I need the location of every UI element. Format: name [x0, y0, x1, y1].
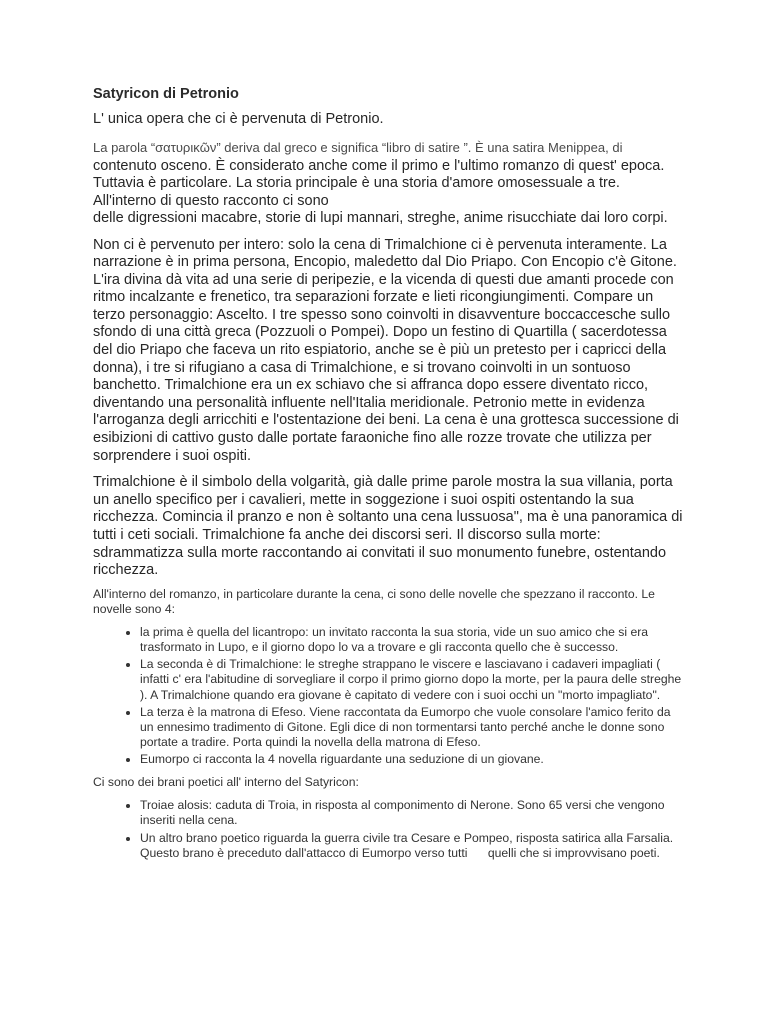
paragraph-origin-body: contenuto osceno. È considerato anche come il primo e l'ultimo romanzo di quest' epoca. Tuttavia è particolare. La storia principale è una storia d'amore omosessuale a tre. All'interno di questo racconto ci sono	[93, 157, 665, 209]
list-item: • La terza è la matrona di Efeso. Viene raccontata da Eumorpo che vuole consolare l'amico ferito da un ennesimo tradimento di Gitone. Egli dice di non tormentarsi tanto perché anche le donne sono portate a tradire. Porta quindi la novella della matrona di Efeso.	[140, 705, 683, 751]
paragraph-plot: Non ci è pervenuto per intero: solo la cena di Trimalchione ci è pervenuta interamente. La narrazione è in prima persona, Encopio, maledetto dal Dio Priapo. Con Encopio c'è Gitone. L'ira divina dà vita ad una serie di peripezie, e la vicenda di questi due amanti procede con ritmo incalzante e frenetico, tra separazioni forzate e lieti ricongiungimenti. Compare un terzo personaggio: Ascelto. I tre spesso sono coinvolti in disavventure boccaccesche sullo sfondo di una città greca (Pozzuoli o Pompei). Dopo un festino di Quartilla ( sacerdotessa del dio Priapo che faceva un rito espiatorio, anche se è più un pretesto per i capricci della donna), i tre si rifugiano a casa di Trimalchione, e si trovano coinvolti in un sontuoso banchetto. Trimalchione era un ex schiavo che si affranca dopo essere diventato ricco, diventando una personalità influente nell'Italia meridionale. Petronio mette in evidenza l'arroganza degli arricchiti e l'ostentazione dei beni. La cena è una grottesca successione di esibizioni di cattivo gusto dalle portate faraoniche fino alle rozze trovate che utilizza per sorprendere i suoi ospiti.	[93, 236, 679, 464]
list-item: • La seconda è di Trimalchione: le streghe strappano le viscere e lasciavano i cadaveri impagliati ( infatti c' era l'abitudine di sorvegliare il corpo il primo giorno dopo la morte, per la paura delle streghe ). A Trimalchione quando era giovane è capitato di vedere con i suoi occhi un "morto impagliato".	[140, 657, 683, 703]
document-title: Satyricon di Petronio	[93, 86, 239, 102]
paragraph-trimalchione: Trimalchione è il simbolo della volgarità, già dalle prime parole mostra la sua villania, porta un anello specifico per i cavalieri, mette in soggezione i suoi ospiti ostentando la sua ricchezza. Comincia il pranzo e non è soltanto una cena lussuosa", ma è una panoramica di tutti i ceti sociali. Trimalchione fa anche dei discorsi seri. Il discorso sulla morte: sdrammatizza sulla morte raccontando ai convitati il suo monumento funebre, ostentando ricchezza.	[93, 474, 683, 579]
brani-list	[93, 798, 683, 861]
lead-paragraph: L' unica opera che ci è pervenuta di Petronio.	[93, 111, 384, 127]
paragraph-origin-first-line: La parola “σατυρικῶν” deriva dal greco e significa “libro di satire ”. È una satira Menippea, di	[93, 140, 623, 155]
brani-intro: Ci sono dei brani poetici all' interno del Satyricon:	[93, 774, 359, 789]
novelle-intro: All'interno del romanzo, in particolare durante la cena, ci sono delle novelle che spezzano il racconto. Le novelle sono 4:	[93, 586, 655, 617]
list-item: • Eumorpo ci racconta la 4 novella riguardante una seduzione di un giovane.	[140, 752, 683, 767]
list-item: • Troiae alosis: caduta di Troia, in risposta al componimento di Nerone. Sono 65 versi che vengono inseriti nella cena.	[140, 798, 683, 828]
document-body	[93, 86, 683, 868]
paragraph-origin	[93, 139, 683, 228]
novelle-list	[93, 625, 683, 768]
list-item: • la prima è quella del licantropo: un invitato racconta la sua storia, vide un suo amico che si era trasformato in Lupo, e il giorno dopo lo va a trovare e gli racconta quello che è successo.	[140, 625, 683, 655]
list-item: • Un altro brano poetico riguarda la guerra civile tra Cesare e Pompeo, risposta satirica alla Farsalia. Questo brano è preceduto dall'attacco di Eumorpo verso tutti quelli che si improvvisano poeti.	[140, 831, 683, 861]
paragraph-origin-last-line: delle digressioni macabre, storie di lupi mannari, streghe, anime risucchiate dai loro corpi.	[93, 210, 668, 226]
